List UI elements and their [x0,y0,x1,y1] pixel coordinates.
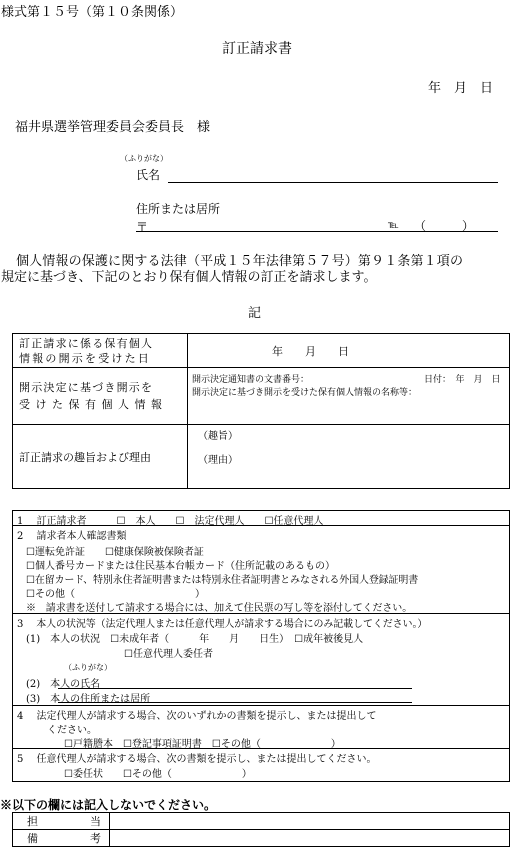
section-1-requester-type[interactable]: 1 訂正請求者 ☐ 本人 ☐ 法定代理人 ☐任意代理人 [17,516,324,527]
intro-line-2: 規定に基づき、下記のとおり保有個人情報の訂正を請求します。 [1,270,377,285]
section-2-title: 2 請求者本人確認書類 [17,531,127,542]
postal-mark: 〒 [136,220,149,234]
ki-label: 記 [248,306,262,321]
office-use-note: ※以下の欄には記入しないでください。 [0,798,217,812]
tel-paren: （ ） [414,219,475,233]
name-field[interactable] [168,182,498,183]
id-doc-option-2[interactable]: ☐個人番号カードまたは住民基本台帳カード（住所記載のあるもの） [26,561,335,572]
tel-label: ℡ [388,220,399,231]
principal-status[interactable]: (1) 本人の状況 ☐未成年者（ 年 月 日生） ☐成年被後見人 [26,634,364,645]
mail-request-note: ※ 請求書を送付して請求する場合には、加えて住民票の写し等を添付してください。 [26,603,413,614]
divider [12,705,510,706]
document-title: 訂正請求書 [222,41,292,57]
purpose-reason-value[interactable]: （趣旨） （理由） [188,425,510,489]
request-table [12,333,510,489]
intro-line-1: 個人情報の保護に関する法律（平成１５年法律第５７号）第９１条第１項の [16,254,464,269]
principal-status-voluntary[interactable]: ☐任意代理人委任者 [124,649,213,660]
remarks-label: 備 考 [13,830,110,847]
remarks-field [110,830,510,847]
staff-label: 担 当 [13,813,110,830]
name-label: 氏名 [136,168,161,182]
purpose-reason-label: 訂正請求の趣旨および理由 [13,425,188,489]
voluntary-rep-documents[interactable]: ☐委任状 ☐その他（ ） [64,769,252,780]
legal-rep-documents[interactable]: ☐戸籍謄本 ☐登記事項証明書 ☐その他（ ） [64,739,341,750]
addressee: 福井県選挙管理委員会委員長 様 [15,120,211,135]
date-field[interactable]: 年 月 日 [428,81,494,96]
id-doc-option-4[interactable]: ☐その他（ ） [26,589,205,600]
principal-furigana-label: （ふりがな） [64,663,112,672]
received-date-label: 訂正請求に係る保有個人 情報の開示を受けた日 [13,334,188,368]
principal-address-label: (3) 本人の住所または居所 [26,694,151,705]
disclosed-info-value[interactable]: 開示決定通知書の文書番号： 日付： 年 月 日 開示決定に基づき開示を受けた保有個人情報の名称等： [188,368,510,425]
address-field[interactable] [136,231,498,232]
office-use-table [12,812,510,847]
received-date-value[interactable]: 年 月 日 [188,334,510,368]
principal-address-field[interactable] [58,702,412,703]
id-doc-option-3[interactable]: ☐在留カード、特別永住者証明書または特別永住者証明書とみなされる外国人登録証明書 [26,575,419,586]
section-5-line-1: 5 任意代理人が請求する場合、次の書類を提示し、または提出してください。 [17,754,377,765]
form-number: 様式第１５号（第１０条関係） [1,5,184,20]
section-3-title: 3 本人の状況等（法定代理人または任意代理人が請求する場合にのみ記載してください。） [17,619,428,630]
section-4-line-1: 4 法定代理人が請求する場合、次のいずれかの書類を提示し、または提出して [17,711,377,722]
address-label: 住所または居所 [136,202,221,216]
principal-name-label: (2) 本人の氏名 [26,679,101,690]
staff-field [110,813,510,830]
disclosed-info-label: 開示決定に基づき開示を 受けた保有個人情報 [13,368,188,425]
id-doc-option-1[interactable]: ☐運転免許証 ☐健康保険被保険者証 [26,547,204,558]
principal-name-field[interactable] [58,688,412,689]
furigana-label: （ふりがな） [120,154,168,163]
section-4-line-2: ください。 [47,725,97,736]
